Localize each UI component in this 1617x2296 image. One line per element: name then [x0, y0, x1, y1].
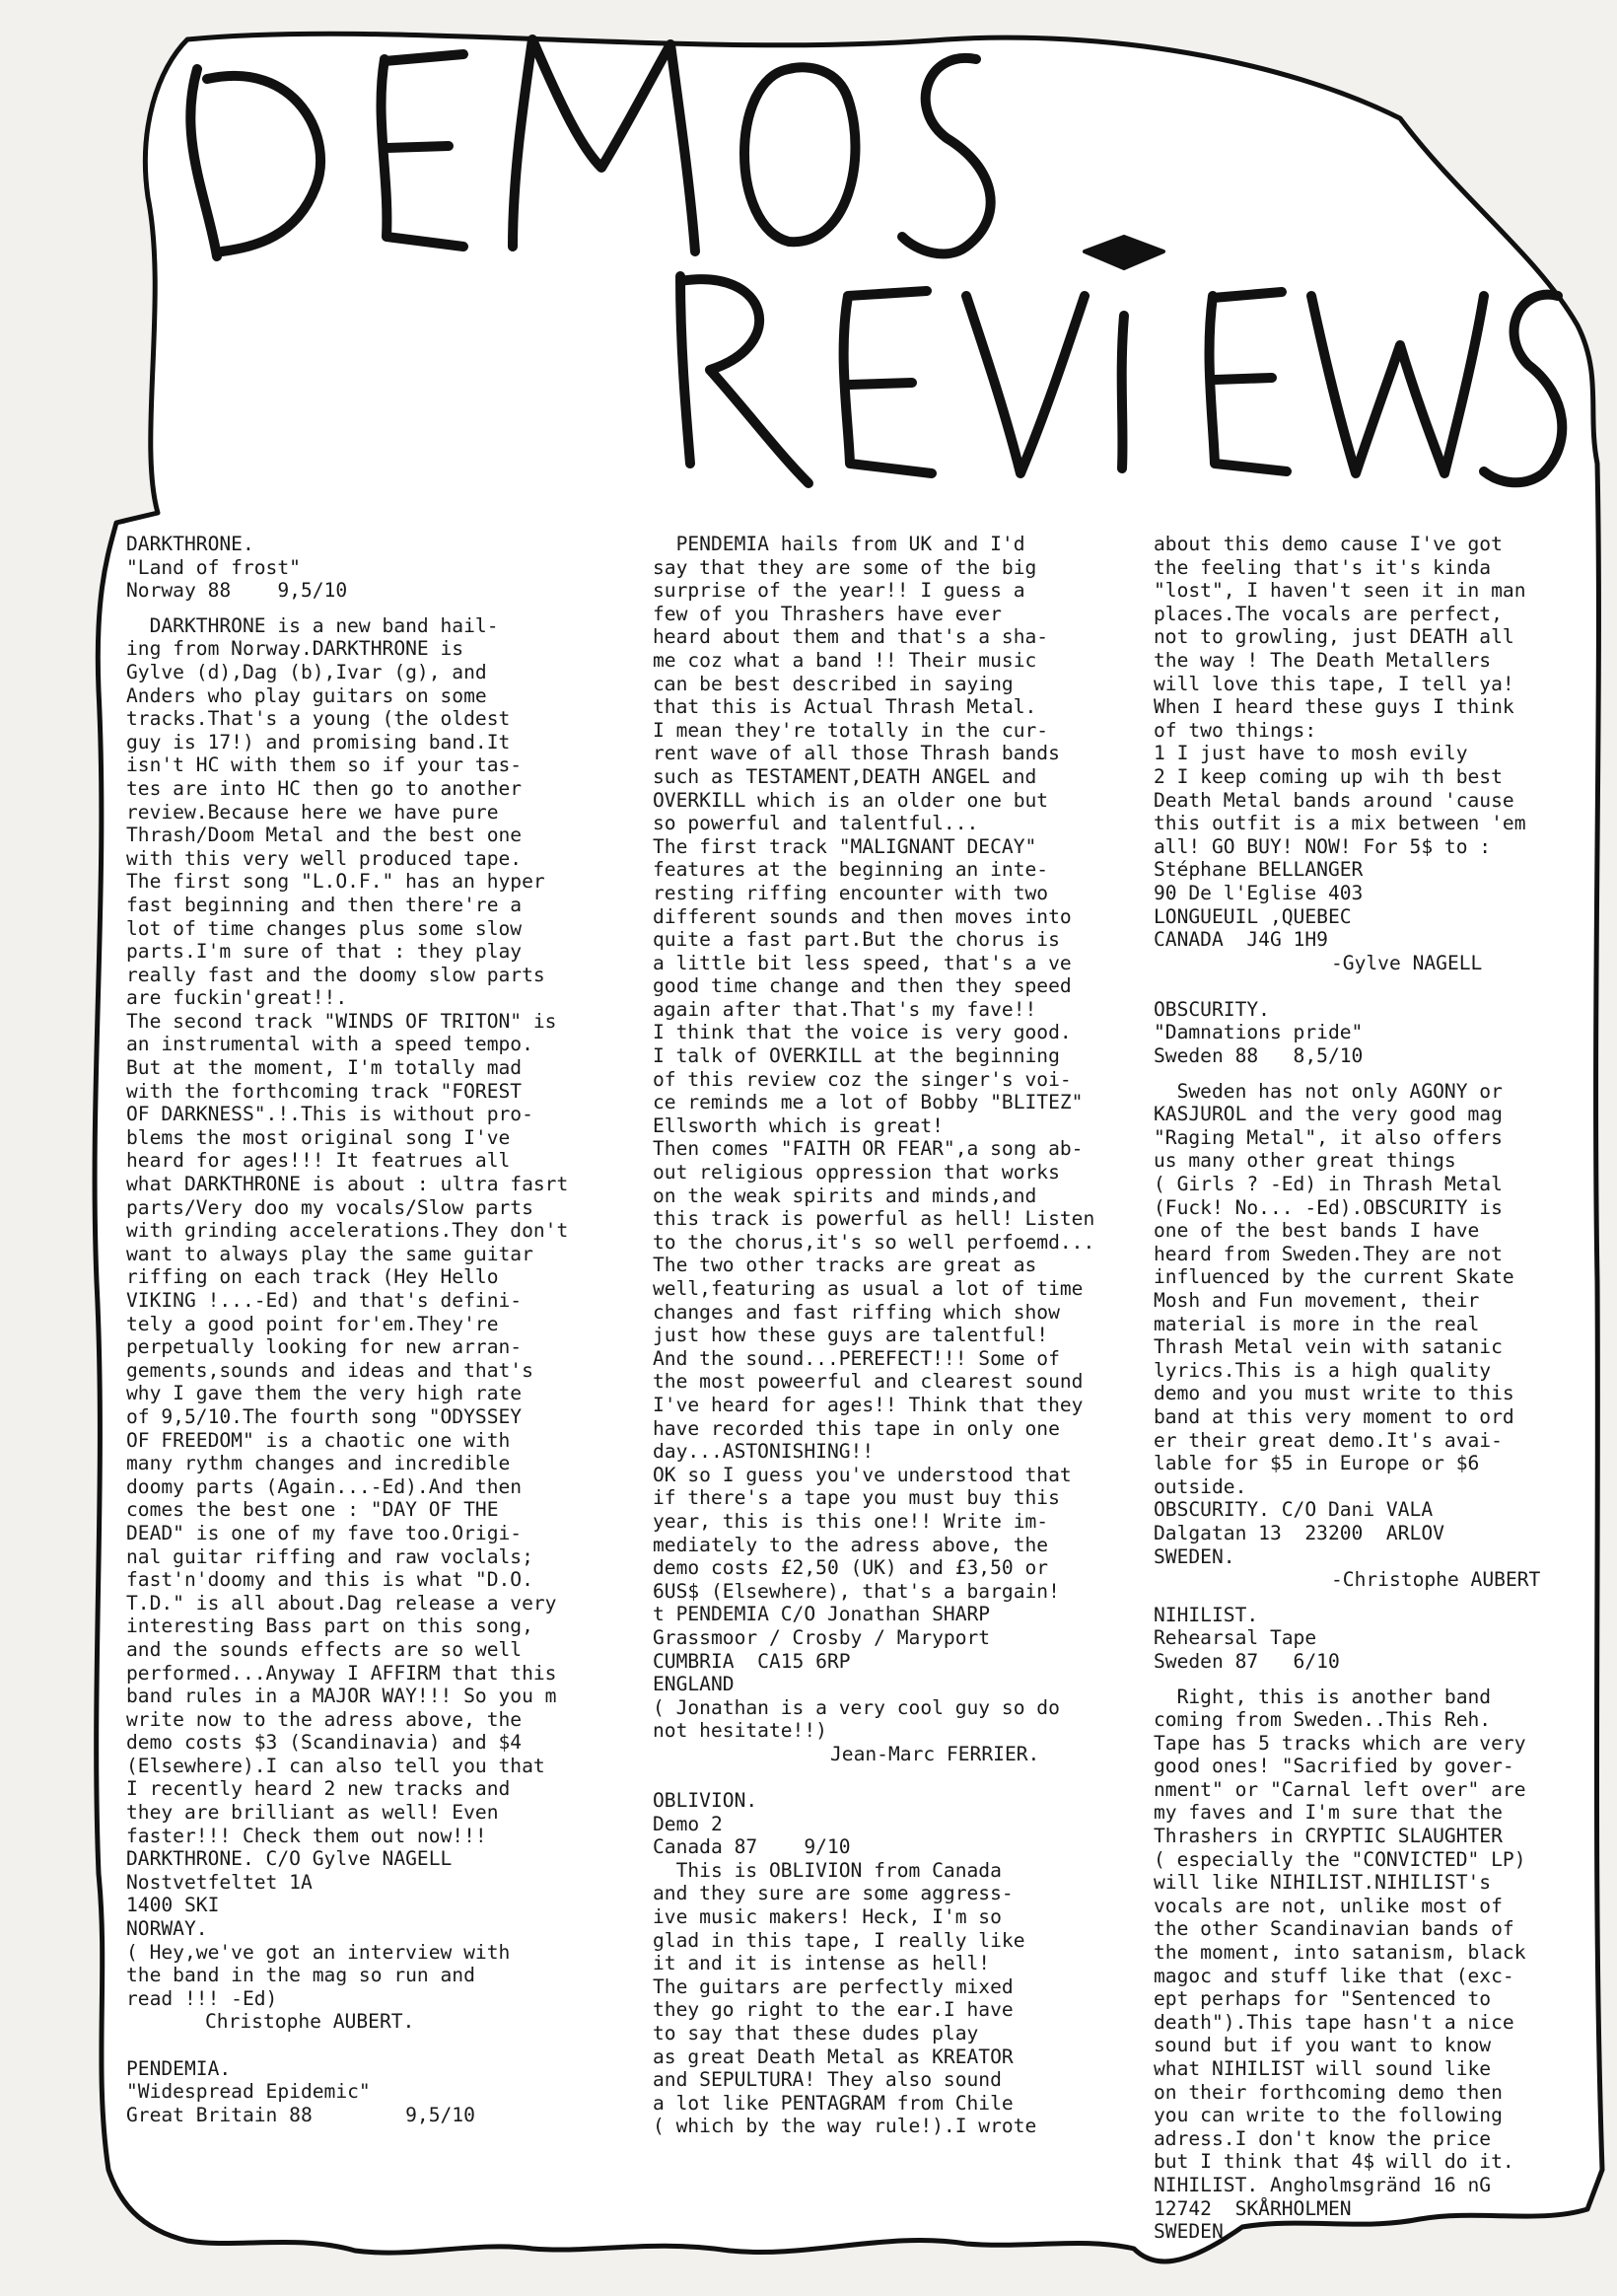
text-line: ept perhaps for "Sentenced to: [1154, 1987, 1492, 2011]
review-darkthrone: [126, 533, 619, 2034]
text-line: ( especially the "CONVICTED" LP): [1154, 1847, 1526, 1871]
text-line: OBSCURITY. C/O Dani VALA: [1154, 1498, 1434, 1522]
text-line: DARKTHRONE is a new band hail-: [126, 613, 499, 637]
text-line: (Fuck! No... -Ed).OBSCURITY is: [1154, 1195, 1503, 1219]
review-signature: -Christophe AUBERT: [1331, 1568, 1541, 1592]
text-line: tes are into HC then go to another: [126, 776, 523, 800]
text-line: a little bit less speed, that's a ve: [653, 951, 1072, 974]
text-line: say that they are some of the big: [653, 555, 1037, 579]
text-line: surprise of the year!! I guess a: [653, 579, 1025, 603]
text-line: one of the best bands I have: [1154, 1219, 1480, 1243]
text-line: adress.I don't know the price: [1154, 2126, 1492, 2150]
title-lettering: [0, 0, 1617, 513]
text-line: it and it is intense as hell!: [653, 1952, 991, 1975]
text-line: band at this very moment to ord: [1154, 1404, 1514, 1428]
text-line: doomy parts (Again...-Ed).And then: [126, 1474, 523, 1498]
text-line: again after that.That's my fave!!: [653, 997, 1037, 1021]
text-line: mediately to the adress above, the: [653, 1533, 1049, 1556]
text-line: what DARKTHRONE is about : ultra fasrt: [126, 1173, 569, 1196]
column-1: [126, 533, 619, 2126]
text-line: Mosh and Fun movement, their: [1154, 1289, 1480, 1312]
text-line: I've heard for ages!! Think that they: [653, 1393, 1084, 1416]
text-line: year, this is this one!! Write im-: [653, 1509, 1049, 1533]
text-line: ing from Norway.DARKTHRONE is: [126, 637, 464, 661]
text-line: Nostvetfeltet 1A: [126, 1870, 313, 1894]
review-body: [1154, 1080, 1597, 1568]
text-line: nment" or "Carnal left over" are: [1154, 1777, 1526, 1801]
text-line: places.The vocals are perfect,: [1154, 602, 1503, 625]
text-line: will love this tape, I tell ya!: [1154, 672, 1514, 695]
text-line: if there's a tape you must buy this: [653, 1486, 1060, 1510]
text-line: really fast and the doomy slow parts: [126, 963, 545, 986]
text-line: faster!!! Check them out now!!!: [126, 1824, 487, 1847]
text-line: Right, this is another band: [1154, 1685, 1492, 1708]
text-line: the other Scandinavian bands of: [1154, 1917, 1514, 1941]
review-body: [653, 1859, 1185, 2138]
text-line: demo and you must write to this: [1154, 1382, 1514, 1405]
text-line: Then comes "FAITH OR FEAR",a song ab-: [653, 1137, 1084, 1161]
text-line: features at the beginning an inte-: [653, 858, 1049, 882]
text-line: lot of time changes plus some slow: [126, 916, 523, 940]
text-line: magoc and stuff like that (exc-: [1154, 1964, 1514, 1987]
text-line: OK so I guess you've understood that: [653, 1463, 1072, 1486]
text-line: as great Death Metal as KREATOR: [653, 2045, 1014, 2068]
text-line: coming from Sweden..This Reh.: [1154, 1708, 1492, 1732]
text-line: ce reminds me a lot of Bobby "BLITEZ": [653, 1091, 1084, 1114]
text-line: of 9,5/10.The fourth song "ODYSSEY: [126, 1404, 523, 1428]
text-line: have recorded this tape in only one: [653, 1416, 1060, 1440]
text-line: will like NIHILIST.NIHILIST's: [1154, 1871, 1492, 1895]
text-line: this outfit is a mix between 'em: [1154, 812, 1526, 835]
text-line: NIHILIST. Angholmsgränd 16 nG: [1154, 2173, 1492, 2196]
band-name: OBLIVION.: [653, 1789, 758, 1813]
review-signature: Jean-Marc FERRIER.: [830, 1742, 1040, 1765]
review-signature: -Gylve NAGELL: [1331, 951, 1483, 974]
text-line: my faves and I'm sure that the: [1154, 1801, 1503, 1825]
text-line: changes and fast riffing which show: [653, 1300, 1060, 1324]
text-line: with the forthcoming track "FOREST: [126, 1079, 523, 1103]
text-line: the most poweerful and clearest sound: [653, 1370, 1084, 1394]
text-line: I recently heard 2 new tracks and: [126, 1777, 511, 1801]
text-line: what NIHILIST will sound like: [1154, 2057, 1492, 2080]
text-line: not to growling, just DEATH all: [1154, 625, 1514, 649]
origin-rating: Sweden 88 8,5/10: [1154, 1044, 1364, 1068]
review-signature: Christophe AUBERT.: [205, 2010, 415, 2034]
text-line: This is OBLIVION from Canada: [653, 1858, 1002, 1882]
text-line: about this demo cause I've got: [1154, 533, 1503, 555]
text-line: blems the most original song I've: [126, 1125, 511, 1149]
text-line: "lost", I haven't seen it in man: [1154, 579, 1526, 603]
text-line: good ones! "Sacrified by gover-: [1154, 1755, 1514, 1778]
review-obscurity: [1154, 998, 1597, 1592]
text-line: well,featuring as usual a lot of time: [653, 1277, 1084, 1300]
text-line: band rules in a MAJOR WAY!!! So you m: [126, 1685, 557, 1708]
text-line: I talk of OVERKILL at the beginning: [653, 1044, 1060, 1068]
text-line: not hesitate!!): [653, 1719, 827, 1743]
text-line: Thrashers in CRYPTIC SLAUGHTER: [1154, 1825, 1503, 1848]
text-line: the feeling that's it's kinda: [1154, 555, 1492, 579]
text-line: so powerful and talentful...: [653, 812, 979, 835]
text-line: Ellsworth which is great!: [653, 1113, 944, 1137]
text-line: different sounds and then moves into: [653, 904, 1072, 928]
text-line: The two other tracks are great as: [653, 1254, 1037, 1277]
text-line: When I heard these guys I think: [1154, 695, 1514, 719]
text-line: ive music makers! Heck, I'm so: [653, 1905, 1002, 1929]
text-line: ( Hey,we've got an interview with: [126, 1940, 511, 1964]
text-line: the way ! The Death Metallers: [1154, 648, 1492, 672]
text-line: I think that the voice is very good.: [653, 1021, 1072, 1044]
text-line: read !!! -Ed): [126, 1986, 278, 2010]
text-line: tely a good point for'em.They're: [126, 1312, 499, 1335]
demo-title: Rehearsal Tape: [1154, 1626, 1317, 1650]
text-line: ( which by the way rule!).I wrote: [653, 2115, 1037, 2138]
text-line: lable for $5 in Europe or $6: [1154, 1452, 1480, 1475]
text-line: heard from Sweden.They are not: [1154, 1242, 1503, 1265]
text-line: that this is Actual Thrash Metal.: [653, 695, 1037, 719]
origin-rating: Sweden 87 6/10: [1154, 1649, 1340, 1673]
text-line: many rythm changes and incredible: [126, 1452, 511, 1475]
band-name: DARKTHRONE.: [126, 533, 254, 555]
text-line: SWEDEN.: [1154, 2220, 1235, 2244]
review-body: [126, 614, 619, 2011]
text-line: OF DARKNESS".!.This is without pro-: [126, 1103, 533, 1126]
column-2: [653, 533, 1185, 2138]
text-line: parts.I'm sure of that : they play: [126, 940, 523, 964]
text-line: perpetually looking for new arran-: [126, 1335, 523, 1359]
text-line: 6US$ (Elsewhere), that's a bargain!: [653, 1579, 1060, 1603]
review-body: [1154, 533, 1597, 952]
text-line: a lot like PENTAGRAM from Chile: [653, 2091, 1014, 2115]
text-line: DARKTHRONE. C/O Gylve NAGELL: [126, 1847, 453, 1871]
text-line: the moment, into satanism, black: [1154, 1941, 1526, 1965]
text-line: an instrumental with a speed tempo.: [126, 1033, 533, 1056]
text-line: The first song "L.O.F." has an hyper: [126, 870, 545, 894]
origin-rating: Norway 88 9,5/10: [126, 579, 348, 603]
text-line: demo costs $3 (Scandinavia) and $4: [126, 1731, 523, 1755]
text-line: outside.: [1154, 1474, 1247, 1498]
text-line: good time change and then they speed: [653, 974, 1072, 998]
text-line: this track is powerful as hell! Listen: [653, 1207, 1095, 1231]
text-line: The first track "MALIGNANT DECAY": [653, 834, 1037, 858]
text-line: heard about them and that's a sha-: [653, 625, 1049, 649]
text-line: why I gave them the very high rate: [126, 1382, 523, 1405]
origin-rating: Canada 87 9/10: [653, 1835, 851, 1859]
review-pendemia-header: [126, 2057, 619, 2127]
text-line: PENDEMIA hails from UK and I'd: [653, 533, 1025, 555]
text-line: And the sound...PEREFECT!!! Some of: [653, 1346, 1060, 1370]
text-line: ( Jonathan is a very cool guy so do: [653, 1695, 1060, 1719]
text-line: t PENDEMIA C/O Jonathan SHARP: [653, 1603, 991, 1626]
text-line: NORWAY.: [126, 1917, 208, 1941]
text-line: and they sure are some aggress-: [653, 1882, 1014, 1905]
text-line: write now to the adress above, the: [126, 1707, 523, 1731]
text-line: Thrash/Doom Metal and the best one: [126, 824, 523, 847]
text-line: 2 I keep coming up wih th best: [1154, 764, 1503, 788]
text-line: rent wave of all those Thrash bands: [653, 742, 1060, 765]
text-line: 12742 SKÅRHOLMEN: [1154, 2196, 1352, 2220]
text-line: few of you Thrashers have ever: [653, 602, 1002, 625]
text-line: us many other great things: [1154, 1149, 1456, 1173]
text-line: heard for ages!!! It featrues all: [126, 1149, 511, 1173]
text-line: Stéphane BELLANGER: [1154, 858, 1364, 882]
text-line: material is more in the real: [1154, 1312, 1480, 1335]
text-line: ENGLAND: [653, 1673, 735, 1696]
text-line: nal guitar riffing and raw voclals;: [126, 1544, 533, 1568]
text-line: of this review coz the singer's voi-: [653, 1067, 1072, 1091]
text-line: just how these guys are talentful!: [653, 1324, 1049, 1347]
text-line: Thrash Metal vein with satanic: [1154, 1335, 1503, 1359]
text-line: can be best described in saying: [653, 672, 1014, 695]
text-line: fast beginning and then there're a: [126, 893, 523, 916]
review-pendemia-body: [653, 533, 1185, 1765]
text-line: lyrics.This is a high quality: [1154, 1358, 1492, 1382]
text-line: SWEDEN.: [1154, 1544, 1235, 1568]
demo-title: "Damnations pride": [1154, 1021, 1364, 1044]
text-line: gements,sounds and ideas and that's: [126, 1358, 533, 1382]
text-line: parts/Very doo my vocals/Slow parts: [126, 1195, 533, 1219]
review-oblivion-continued: [1154, 533, 1597, 974]
text-line: T.D." is all about.Dag release a very: [126, 1591, 557, 1614]
text-line: KASJUROL and the very good mag: [1154, 1103, 1503, 1126]
text-line: er their great demo.It's avai-: [1154, 1428, 1503, 1452]
text-line: sound but if you want to know: [1154, 2034, 1492, 2057]
text-line: 1400 SKI: [126, 1894, 220, 1917]
text-line: the band in the mag so run and: [126, 1964, 475, 1987]
text-line: with this very well produced tape.: [126, 846, 523, 870]
text-line: such as TESTAMENT,DEATH ANGEL and: [653, 764, 1037, 788]
text-line: fast'n'doomy and this is what "D.O.: [126, 1568, 533, 1592]
text-line: on their forthcoming demo then: [1154, 2080, 1503, 2104]
text-line: with grinding accelerations.They don't: [126, 1219, 569, 1243]
text-line: performed...Anyway I AFFIRM that this: [126, 1661, 557, 1685]
text-line: LONGUEUIL ,QUEBEC: [1154, 904, 1352, 928]
origin-rating: Great Britain 88 9,5/10: [126, 2103, 475, 2126]
text-line: all! GO BUY! NOW! For 5$ to :: [1154, 834, 1492, 858]
text-line: But at the moment, I'm totally mad: [126, 1056, 523, 1080]
text-line: are fuckin'great!!.: [126, 986, 348, 1010]
text-line: interesting Bass part on this song,: [126, 1614, 533, 1638]
text-line: The second track "WINDS OF TRITON" is: [126, 1009, 557, 1033]
text-line: guy is 17!) and promising band.It: [126, 730, 511, 753]
review-nihilist: [1154, 1604, 1597, 2244]
band-name: OBSCURITY.: [1154, 997, 1270, 1021]
band-name: PENDEMIA.: [126, 2056, 232, 2080]
text-line: (Elsewhere).I can also tell you that: [126, 1754, 545, 1777]
text-line: CANADA J4G 1H9: [1154, 928, 1328, 952]
text-line: of two things:: [1154, 718, 1317, 742]
text-line: Dalgatan 13 23200 ARLOV: [1154, 1521, 1444, 1544]
text-line: they are brilliant as well! Even: [126, 1801, 499, 1825]
text-line: VIKING !...-Ed) and that's defini-: [126, 1289, 523, 1312]
text-line: Grassmoor / Crosby / Maryport: [653, 1625, 991, 1649]
text-line: tracks.That's a young (the oldest: [126, 707, 511, 731]
text-line: glad in this tape, I really like: [653, 1928, 1025, 1952]
text-line: CUMBRIA CA15 6RP: [653, 1649, 851, 1673]
demo-title: "Widespread Epidemic": [126, 2080, 371, 2104]
text-line: to say that these dudes play: [653, 2022, 979, 2045]
text-line: The guitars are perfectly mixed: [653, 1974, 1014, 1998]
text-line: OVERKILL which is an older one but: [653, 788, 1049, 812]
text-line: Anders who play guitars on some: [126, 683, 487, 707]
text-line: vocals are not, unlike most of: [1154, 1894, 1503, 1917]
text-line: Death Metal bands around 'cause: [1154, 788, 1514, 812]
text-line: DEAD" is one of my fave too.Origi-: [126, 1521, 523, 1544]
text-line: isn't HC with them so if your tas-: [126, 753, 523, 777]
text-line: I mean they're totally in the cur-: [653, 718, 1049, 742]
text-line: on the weak spirits and minds,and: [653, 1184, 1037, 1207]
review-body: [653, 533, 1185, 1743]
text-line: want to always play the same guitar: [126, 1242, 533, 1265]
text-line: and the sounds effects are so well: [126, 1637, 523, 1661]
text-line: but I think that 4$ will do it.: [1154, 2150, 1514, 2174]
text-line: and SEPULTURA! They also sound: [653, 2068, 1002, 2092]
text-line: 1 I just have to mosh evily: [1154, 742, 1468, 765]
text-line: quite a fast part.But the chorus is: [653, 928, 1060, 952]
text-line: 90 De l'Eglise 403: [1154, 881, 1364, 904]
demo-title: "Land of frost": [126, 555, 301, 579]
text-line: OF FREEDOM" is a chaotic one with: [126, 1428, 511, 1452]
review-body: [1154, 1686, 1597, 2244]
text-line: resting riffing encounter with two: [653, 881, 1049, 904]
text-line: you can write to the following: [1154, 2104, 1503, 2127]
text-line: death").This tape hasn't a nice: [1154, 2010, 1514, 2034]
text-line: comes the best one : "DAY OF THE: [126, 1498, 499, 1522]
text-line: ( Girls ? -Ed) in Thrash Metal: [1154, 1173, 1503, 1196]
text-line: demo costs £2,50 (UK) and £3,50 or: [653, 1556, 1049, 1580]
text-line: out religious oppression that works: [653, 1161, 1060, 1184]
text-line: review.Because here we have pure: [126, 800, 499, 824]
text-line: me coz what a band !! Their music: [653, 648, 1037, 672]
text-line: Tape has 5 tracks which are very: [1154, 1731, 1526, 1755]
text-line: day...ASTONISHING!!: [653, 1440, 875, 1464]
text-line: riffing on each track (Hey Hello: [126, 1265, 499, 1289]
text-line: they go right to the ear.I have: [653, 1998, 1014, 2022]
review-oblivion: [653, 1789, 1185, 2138]
text-line: Gylve (d),Dag (b),Ivar (g), and: [126, 660, 487, 683]
text-line: influenced by the current Skate: [1154, 1265, 1514, 1289]
text-line: "Raging Metal", it also offers: [1154, 1125, 1503, 1149]
column-3: [1154, 533, 1597, 2244]
text-line: to the chorus,it's so well perfoemd...: [653, 1230, 1095, 1254]
text-line: Sweden has not only AGONY or: [1154, 1079, 1503, 1103]
demo-title: Demo 2: [653, 1812, 723, 1835]
band-name: NIHILIST.: [1154, 1603, 1259, 1626]
